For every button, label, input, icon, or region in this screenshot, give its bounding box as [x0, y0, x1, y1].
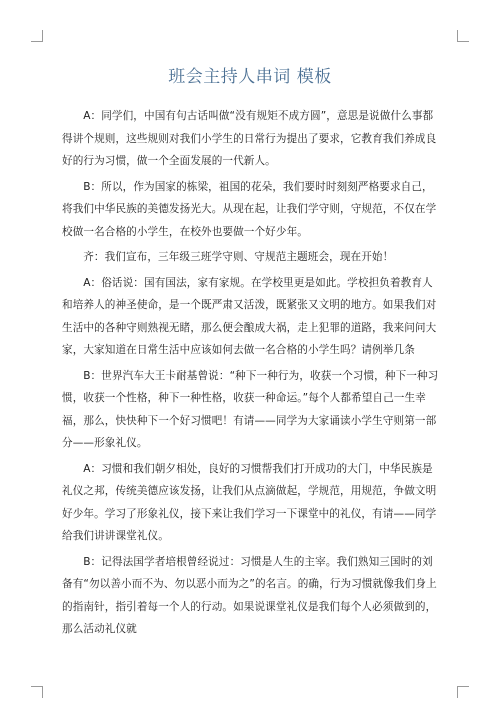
crop-mark-top-right: [457, 30, 469, 42]
paragraph-2: B：所以，作为国家的栋梁，祖国的花朵，我们要时时刻刻严格要求自己，将我们中华民族的美德发扬光大。从现在起，让我们学守则，守规范，不仅在学校做一名合格的小学生，在校外也要做一个好少年。: [62, 180, 437, 238]
crop-mark-bottom-left: [31, 686, 43, 698]
paragraph-7: B：记得法国学者培根曾经说过：习惯是人生的主宰。我们熟知三国时的刘备有“勿以善小而不为、勿以恶小而为之”的名言。的确，行为习惯就像我们身上的指南针，指引着每一个人的行动。如果说课堂礼仪是我们每个人必须做到的，那么活动礼仪就: [62, 555, 437, 635]
paragraph-4: A：俗话说：国有国法，家有家规。在学校里更是如此。学校担负着教育人和培养人的神圣使命，是一个既严肃又活泼，既紧张又文明的地方。如果我们对生活中的各种守则熟视无睹，那么便会酿成大祸，走上犯罪的道路，我来问问大家，大家知道在日常生活中应该如何去做一名合格的小学生吗？请例举几条: [62, 276, 437, 356]
paragraph-6: A：习惯和我们朝夕相处，良好的习惯帮我们打开成功的大门，中华民族是礼仪之邦，传统美德应该发扬，让我们从点滴做起，学规范，用规范，争做文明好少年。学习了形象礼仪，接下来让我们学习一下课堂中的礼仪，有请——同学给我们讲讲课堂礼仪。: [62, 462, 437, 542]
crop-mark-bottom-right: [457, 686, 469, 698]
paragraph-3: 齐：我们宣布，三年级三班学守则、守规范主题班会，现在开始！: [83, 251, 394, 263]
crop-mark-top-left: [31, 30, 43, 42]
paragraph-1: A：同学们，中国有句古话叫做“没有规矩不成方圆”，意思是说做什么事都得讲个规则，这些规则对我们小学生的日常行为提出了要求，它教育我们养成良好的行为习惯，做一个全面发展的一代新人。: [62, 110, 437, 167]
paragraph-5: B：世界汽车大王卡耐基曾说：“种下一种行为，收获一个习惯，种下一种习惯，收获一个性格，种下一种性格，收获一种命运。”每个人都希望自己一生幸福，那么，快快种下一个好习惯吧！有请——同学为大家诵读小学生守则第一部分——形象礼仪。: [62, 369, 439, 449]
document-title: 班会主持人串词 模板: [168, 67, 332, 87]
document-body: [62, 105, 441, 644]
